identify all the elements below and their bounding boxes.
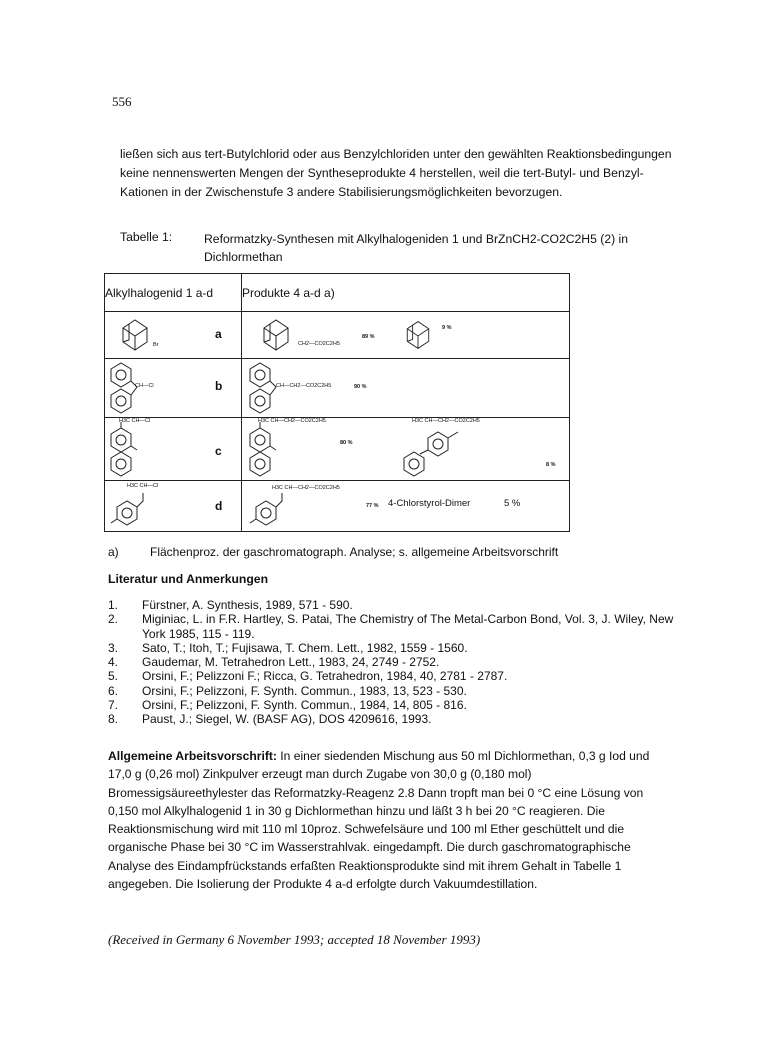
rearranged-product-structure <box>398 424 478 478</box>
adamantane-structure <box>400 318 436 352</box>
product-yield: 80 % <box>340 440 353 446</box>
table-caption-text: Reformatzky-Synthesen mit Alkylhalogeniden 1 und BrZnCH2-CO2C2H5 (2) in Dichlormethan <box>204 232 629 264</box>
chlorophenylethyl-chloride-structure <box>107 483 157 529</box>
table-header-products: Produkte 4 a-d a) <box>242 274 570 312</box>
reference-item: 7. Orsini, F.; Pelizzoni, F. Synth. Commun., 1984, 14, 805 - 816. <box>108 698 467 713</box>
reactant-label: H3C CH—Cl <box>119 418 151 424</box>
reactant-label: H3C CH—Cl <box>127 483 159 489</box>
received-note: (Received in Germany 6 November 1993; accepted 18 November 1993) <box>108 932 481 947</box>
row-letter: b <box>215 379 223 393</box>
literature-heading: Literatur und Anmerkungen <box>108 572 269 586</box>
product-label: H3C CH—CH2—CO2C2H5 <box>258 418 326 424</box>
adamantyl-bromide-structure <box>115 316 155 354</box>
general-procedure <box>108 747 668 893</box>
reference-list <box>108 598 682 727</box>
row-letter: a <box>215 327 222 341</box>
methylbenzhydryl-chloride-structure <box>107 422 153 478</box>
procedure-text: In einer siedenden Mischung aus 50 ml Dichlormethan, 0,3 g Iod und 17,0 g (0,26 mol) Zinkpulver erzeugt man durch Zugabe von 30,0 g (0,180 mol) Bromessigsäureethylester das Reformatzky-Reagenz 2.8 Dann tropft man bei 0 °C eine Lösung von 0,150 mol Alkylhalogenid 1 in 30 g Dichlormethan hinzu und läßt 3 h bei 20 °C reagieren. Die Reaktionsmischung wird mit 110 ml 10proz. Schwefelsäure und 100 ml Ether geschüttelt und die organische Phase bei 30 °C im Wasserstrahlvak. eingedampft. Die durch gaschromatographische Analyse des Eindampfrückstands erfaßten Reaktionsprodukte sind mit ihrem Gehalt in Tabelle 1 angegeben. Die Isolierung der Produkte 4 a-d erfolgte durch Vakuumdestillation. <box>108 749 650 892</box>
product-yield: 89 % <box>362 334 375 340</box>
footnote-marker: a) <box>108 545 119 559</box>
table-header-reactant: Alkylhalogenid 1 a-d <box>105 274 242 312</box>
methylbenzhydryl-product-structure <box>246 422 292 478</box>
reference-item: 5. Orsini, F.; Pelizzoni F.; Ricca, G. Tetrahedron, 1984, 40, 2781 - 2787. <box>108 669 508 684</box>
second-product-yield: 9 % <box>442 325 452 331</box>
adamantyl-product-structure <box>256 316 296 354</box>
reference-item: 4. Gaudemar, M. Tetrahedron Lett., 1983, 24, 2749 - 2752. <box>108 655 440 670</box>
row-letter: d <box>215 499 223 513</box>
product-yield: 77 % <box>366 503 379 509</box>
table-row <box>105 481 570 532</box>
procedure-heading: Allgemeine Arbeitsvorschrift: <box>108 749 277 763</box>
product-yield: 90 % <box>354 384 367 390</box>
table-row <box>105 312 570 359</box>
intro-paragraph: ließen sich aus tert-Butylchlorid oder aus Benzylchloriden unter den gewählten Reaktionsbedingungen keine nennenswerten Mengen der Syntheseprodukte 4 herstellen, weil die tert-Butyl- und Benzyl-Kationen in der Zwischenstufe 3 andere Stabilisierungsmöglichkeiten bevorzugen. <box>120 147 672 199</box>
reactant-label: Br <box>153 342 159 348</box>
row-letter: c <box>215 444 222 458</box>
table-row <box>105 418 570 481</box>
reference-item: 6. Orsini, F.; Pelizzoni, F. Synth. Commun., 1983, 13, 523 - 530. <box>108 683 467 698</box>
product-label: H3C CH—CH2—CO2C2H5 <box>272 485 340 491</box>
table-row <box>105 359 570 418</box>
product-label: CH2—CO2C2H5 <box>298 341 340 347</box>
reference-item: 3. Sato, T.; Itoh, T.; Fujisawa, T. Chem. Lett., 1982, 1559 - 1560. <box>108 640 468 655</box>
reference-item: 8. Paust, J.; Siegel, W. (BASF AG), DOS 4209616, 1993. <box>108 712 432 727</box>
reactant-label: CH—Cl <box>135 383 154 389</box>
reference-item: 2. Miginiac, L. in F.R. Hartley, S. Patai, The Chemistry of The Metal-Carbon Bond, Vol. 3, J. Wiley, New York 1985, 115 - 119. <box>108 612 674 641</box>
footnote-text: Flächenproz. der gaschromatograph. Analyse; s. allgemeine Arbeitsvorschrift <box>150 545 559 559</box>
product-label: CH—CH2—CO2C2H5 <box>276 383 332 389</box>
second-product-yield: 8 % <box>546 462 556 468</box>
second-product-label: H3C CH—CH2—CO2C2H5 <box>412 418 480 424</box>
dimer-label: 4-Chlorstyrol-Dimer <box>388 498 471 509</box>
table-caption-label: Tabelle 1: <box>120 230 173 244</box>
page-number: 556 <box>112 94 132 109</box>
dimer-yield: 5 % <box>504 498 521 509</box>
results-table <box>104 273 570 532</box>
reference-item: 1. Fürstner, A. Synthesis, 1989, 571 - 590. <box>108 598 353 612</box>
